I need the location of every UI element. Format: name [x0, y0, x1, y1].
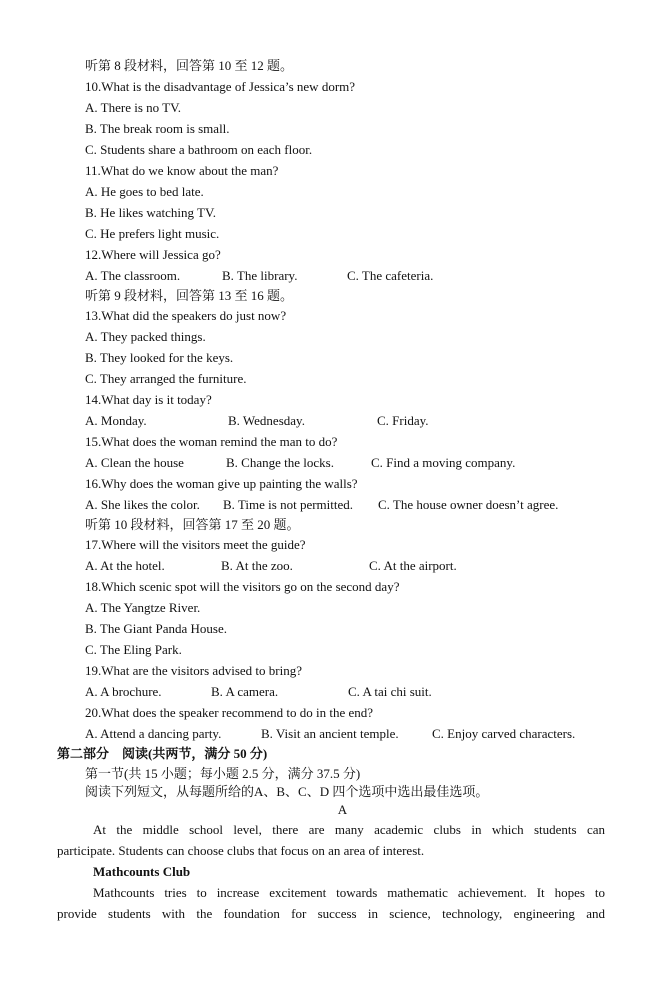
- section-header-9: 听第 9 段材料，回答第 13 至 16 题。: [85, 288, 294, 303]
- q18-option-c: C. The Eling Park.: [85, 642, 182, 657]
- paragraph-1-line-2: participate. Students can choose clubs that focus on an area of interest.: [57, 843, 425, 858]
- q16-option-a: A. She likes the color.: [85, 497, 200, 512]
- q16-option-b: B. Time is not permitted.: [223, 497, 354, 512]
- q12-option-c: C. The cafeteria.: [347, 268, 434, 283]
- q11-option-a: A. He goes to bed late.: [85, 184, 204, 199]
- question-19: 19.What are the visitors advised to bring?: [85, 663, 302, 678]
- question-16: 16.Why does the woman give up painting the walls?: [85, 476, 358, 491]
- q11-option-b: B. He likes watching TV.: [85, 205, 216, 220]
- section-header-10: 听第 10 段材料，回答第 17 至 20 题。: [85, 517, 300, 532]
- question-15: 15.What does the woman remind the man to do?: [85, 434, 338, 449]
- question-18: 18.Which scenic spot will the visitors go on the second day?: [85, 579, 400, 594]
- q17-option-b: B. At the zoo.: [221, 558, 293, 573]
- question-13: 13.What did the speakers do just now?: [85, 308, 287, 323]
- q13-option-b: B. They looked for the keys.: [85, 350, 234, 365]
- section-header-8: 听第 8 段材料，回答第 10 至 12 题。: [85, 58, 294, 73]
- q14-option-b: B. Wednesday.: [228, 413, 305, 428]
- question-17: 17.Where will the visitors meet the guide?: [85, 537, 306, 552]
- question-10: 10.What is the disadvantage of Jessica’s new dorm?: [85, 79, 356, 94]
- q10-option-a: A. There is no TV.: [85, 100, 182, 115]
- part2-subsection: 第一节(共 15 小题；每小题 2.5 分，满分 37.5 分): [85, 766, 361, 781]
- q17-option-c: C. At the airport.: [369, 558, 457, 573]
- q16-option-c: C. The house owner doesn’t agree.: [378, 497, 559, 512]
- paragraph-2-line-1: Mathcounts tries to increase excitement towards mathematic achievement. It hopes to: [93, 885, 605, 900]
- q20-option-c: C. Enjoy carved characters.: [432, 726, 576, 741]
- q10-option-b: B. The break room is small.: [85, 121, 230, 136]
- q19-option-a: A. A brochure.: [85, 684, 162, 699]
- q17-option-a: A. At the hotel.: [85, 558, 165, 573]
- part2-instruction: 阅读下列短文，从每题所给的A、B、C、D 四个选项中选出最佳选项。: [85, 784, 489, 799]
- q20-option-b: B. Visit an ancient temple.: [261, 726, 399, 741]
- q11-option-c: C. He prefers light music.: [85, 226, 220, 241]
- paragraph-2-line-2: provide students with the foundation for success in science, technology, engineering and: [57, 906, 605, 921]
- q15-option-a: A. Clean the house: [85, 455, 184, 470]
- q13-option-c: C. They arranged the furniture.: [85, 371, 247, 386]
- q13-option-a: A. They packed things.: [85, 329, 206, 344]
- q19-option-c: C. A tai chi suit.: [348, 684, 432, 699]
- q15-option-c: C. Find a moving company.: [371, 455, 516, 470]
- q18-option-a: A. The Yangtze River.: [85, 600, 201, 615]
- question-20: 20.What does the speaker recommend to do in the end?: [85, 705, 374, 720]
- q15-option-b: B. Change the locks.: [226, 455, 334, 470]
- q18-option-b: B. The Giant Panda House.: [85, 621, 228, 636]
- club-title: Mathcounts Club: [93, 864, 191, 879]
- question-14: 14.What day is it today?: [85, 392, 212, 407]
- question-11: 11.What do we know about the man?: [85, 163, 279, 178]
- question-12: 12.Where will Jessica go?: [85, 247, 221, 262]
- q12-option-b: B. The library.: [222, 268, 298, 283]
- q20-option-a: A. Attend a dancing party.: [85, 726, 222, 741]
- q10-option-c: C. Students share a bathroom on each floor.: [85, 142, 313, 157]
- q14-option-a: A. Monday.: [85, 413, 147, 428]
- part2-title: 第二部分 阅读(共两节，满分 50 分): [57, 746, 268, 761]
- paragraph-1-line-1: At the middle school level, there are many academic clubs in which students can: [93, 822, 605, 837]
- q19-option-b: B. A camera.: [211, 684, 279, 699]
- passage-letter: A: [337, 802, 348, 817]
- q14-option-c: C. Friday.: [377, 413, 429, 428]
- q12-option-a: A. The classroom.: [85, 268, 181, 283]
